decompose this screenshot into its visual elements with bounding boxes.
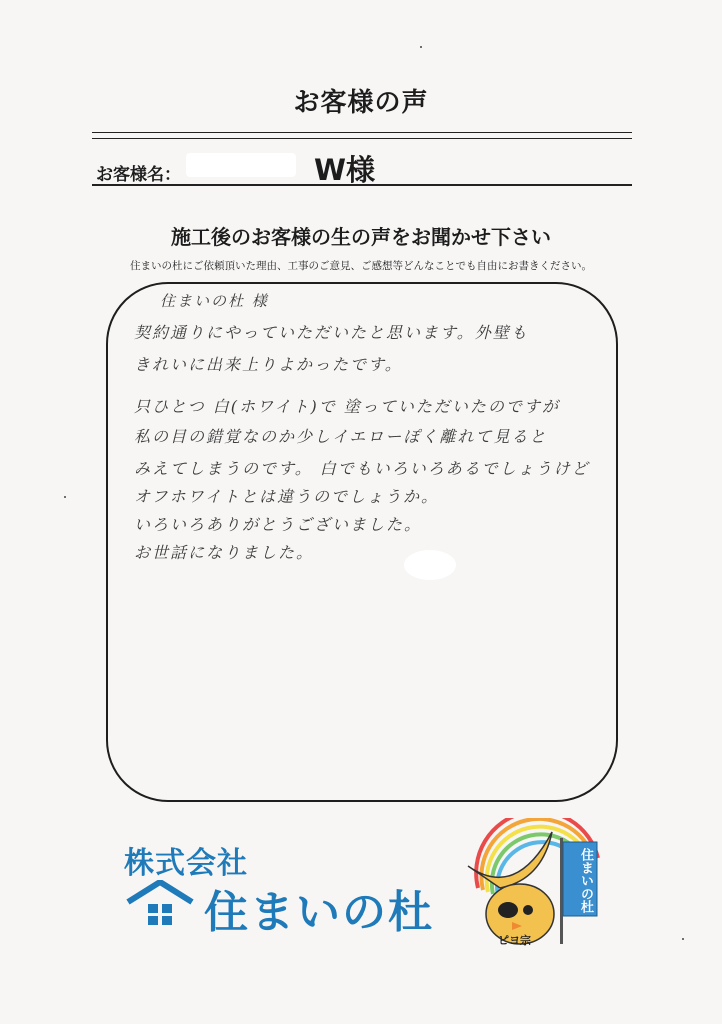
section-subtitle: 施工後のお客様の生の声をお聞かせ下さい (171, 225, 551, 249)
handwritten-line: みえてしまうのです。 白でもいろいろあるでしょうけど (134, 459, 590, 478)
title-double-rule (92, 132, 632, 139)
page-title: お客様の声 (293, 88, 429, 118)
handwritten-line: 只ひとつ 白(ホワイト)で 塗っていただいたのですが (134, 397, 560, 416)
company-name: 住まいの杜 (204, 887, 434, 938)
house-logo-icon (126, 880, 194, 928)
scan-speck (682, 938, 684, 940)
company-type: 株式会社 (124, 846, 248, 881)
scan-speck (64, 496, 66, 498)
correction-tape-mark (186, 153, 296, 177)
handwritten-line: 私の目の錯覚なのか少しイエローぽく離れて見ると (134, 427, 548, 446)
section-instruction: 住まいの杜にご依頼頂いた理由、工事のご意見、ご感想等どんなことでも自由にお書きください。 (130, 260, 592, 272)
customer-name-value: W様 (314, 153, 375, 187)
customer-name-rule (92, 184, 632, 186)
handwritten-line: 住まいの杜 様 (160, 292, 269, 310)
mascot-flag-text: 住まいの杜 (578, 848, 593, 913)
handwritten-line: きれいに出来上りよかったです。 (134, 355, 403, 374)
scan-speck (420, 46, 422, 48)
mascot-name: ピヨ宗 (498, 934, 531, 947)
handwritten-line: 契約通りにやっていただいたと思います。外壁も (134, 323, 529, 342)
correction-fluid-mark (404, 550, 456, 580)
customer-name-row (96, 146, 632, 186)
handwritten-line: お世話になりました。 (134, 543, 315, 562)
customer-name-label: お客様名： (96, 165, 181, 185)
handwritten-line: いろいろありがとうございました。 (134, 515, 423, 534)
handwritten-line: オフホワイトとは違うのでしょうか。 (134, 487, 440, 506)
